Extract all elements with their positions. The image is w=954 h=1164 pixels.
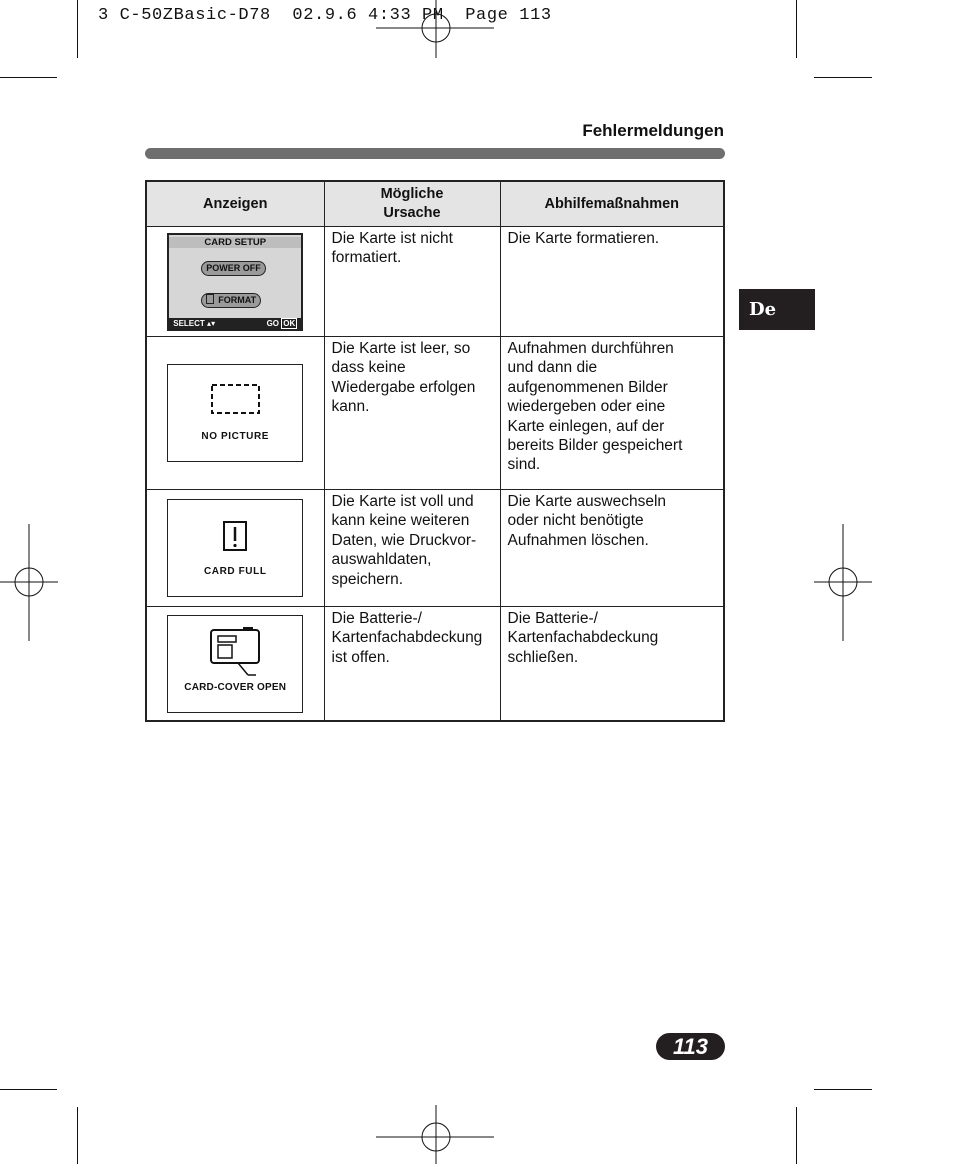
display-cell [147,607,324,721]
display-cell [147,337,324,490]
card-icon [206,294,214,304]
remedy-cell: Die Batterie-/ Kartenfachabdeckung schließen. [500,607,723,721]
card-full-screen [167,499,303,597]
table-header-row [147,182,723,227]
page-number: 113 [656,1033,725,1060]
registration-mark-bottom [376,1105,496,1164]
remedy-cell: Die Karte formatieren. [500,227,723,337]
card-full-label: CARD FULL [203,566,267,577]
language-tab [739,289,815,330]
header-remedy: Abhilfemaßnahmen [500,182,723,227]
print-slug: 3 C-50ZBasic-D78 02.9.6 4:33 PM Page 113 [98,6,552,25]
ok-icon: OK [283,318,296,328]
remedy-cell: Die Karte auswechseln oder nicht benötigte Aufnahmen löschen. [500,490,723,607]
cause-cell: Die Karte ist leer, so dass keine Wiedergabe erfolgen kann. [324,337,500,490]
cause-cell: Die Karte ist nicht formatiert. [324,227,500,337]
table-row [147,490,723,607]
card-full-icon [168,510,302,570]
card-cover-open-label: CARD-COVER OPEN [184,681,287,693]
registration-mark-top [376,0,496,60]
format-option [201,293,261,308]
arrow-updown-icon: ▴▾ [207,318,216,328]
language-tab-label: De [749,299,777,320]
error-messages-table [145,180,725,722]
card-setup-footer [169,318,301,329]
card-cover-open-icon [168,622,302,684]
card-cover-open-screen [167,615,303,713]
format-option-label: FORMAT [218,294,257,305]
card-setup-screen [167,233,303,331]
header-display: Anzeigen [147,182,324,227]
display-cell [147,490,324,607]
card-setup-title: CARD SETUP [169,237,301,248]
table-row [147,337,723,490]
display-cell [147,227,324,337]
go-label: GO [266,318,280,328]
registration-mark-left [0,524,60,642]
table-row [147,227,723,337]
table-row [147,607,723,721]
no-picture-screen [167,364,303,462]
section-title: Fehlermeldungen [582,121,724,140]
power-off-option: POWER OFF [201,261,266,276]
title-underline-bar [145,148,725,159]
registration-mark-right [812,524,874,642]
cause-cell: Die Karte ist voll und kann keine weiteren Daten, wie Druckvor- auswahldaten, speichern. [324,490,500,607]
remedy-cell: Aufnahmen durchführen und dann die aufgenommenen Bilder wiedergeben oder eine Karte einlegen, auf der bereits Bilder gespeichert sind. [500,337,723,490]
cause-cell: Die Batterie-/ Kartenfachabdeckung ist offen. [324,607,500,721]
no-picture-label: NO PICTURE [201,431,270,442]
select-label: SELECT [173,318,205,328]
header-cause: Mögliche Ursache [324,182,500,227]
